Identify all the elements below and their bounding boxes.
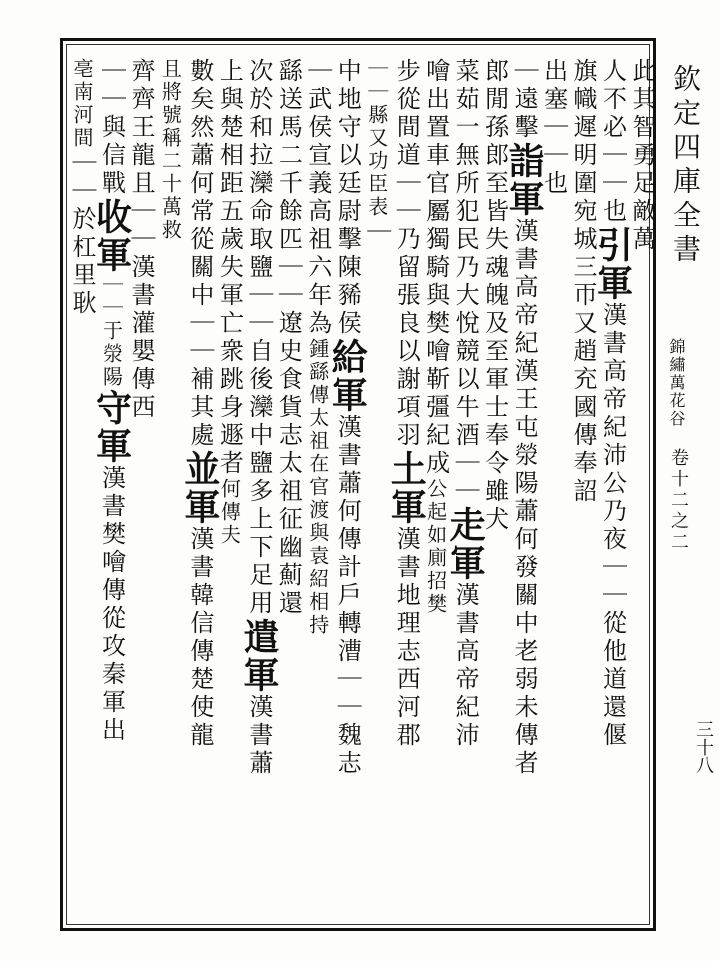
text-column: [591, 58, 634, 920]
body-text: 出塞: [539, 58, 568, 114]
text-column: [178, 58, 221, 920]
headword: 收軍: [90, 198, 133, 274]
annotation-text: 亳南河間: [70, 58, 94, 150]
body-text: 漢書高帝紀沛公乃夜: [598, 302, 627, 554]
body-text: 漢書灌嬰傳西: [126, 254, 155, 422]
body-text: ｜｜: [274, 254, 303, 310]
margin-title: 欽定四庫全書: [669, 64, 702, 268]
body-text: 漢書高帝紀沛: [451, 582, 480, 750]
body-text: 齊齊王龍且: [126, 58, 155, 198]
body-text: ｜｜: [68, 150, 96, 206]
body-text: ｜: [362, 219, 391, 247]
body-text: ｜｜: [126, 198, 155, 254]
body-text: 中地守以廷尉擊陳豨侯: [333, 58, 362, 338]
body-text: 於杠里耿: [68, 206, 96, 318]
headword: 並軍: [178, 450, 221, 526]
body-text: 郎閒孫郎至皆失魂魄及至軍士奉令雖犬: [480, 58, 509, 534]
body-text: 步從間道: [392, 58, 421, 170]
body-text: 人不必: [598, 58, 627, 142]
body-text: ｜武侯宣義高祖六年為: [303, 58, 332, 338]
body-text: ｜｜魏志: [333, 666, 362, 778]
headword: 守軍: [90, 389, 133, 465]
annotation-text: ｜｜于滎陽: [99, 274, 124, 389]
body-text: ｜｜也: [598, 142, 627, 226]
text-column: [479, 58, 511, 920]
body-text: 也: [539, 170, 568, 198]
body-text: 菜茹一無所犯民乃大悅競以牛酒: [451, 58, 480, 450]
body-text: 漢書地理志西河郡: [392, 526, 421, 750]
body-text: ｜｜與信戰: [97, 58, 126, 198]
text-column: [90, 58, 133, 920]
body-text: 繇送馬二千餘匹: [274, 58, 303, 254]
body-text: 數矣然蕭何常從關中: [185, 58, 214, 310]
annotation-text: 何傳夫: [217, 478, 242, 547]
headword: 引軍: [591, 226, 634, 302]
text-column: [326, 58, 369, 920]
headword: 土軍: [385, 450, 428, 526]
text-column: [444, 58, 487, 920]
headword: 詣軍: [503, 142, 546, 218]
body-text: 漢書蕭: [244, 694, 273, 778]
text-column: [154, 58, 186, 920]
body-text: 噲出置車官屬獨騎與樊噲靳彊紀成: [421, 58, 450, 478]
body-text: ｜遠擊: [510, 58, 539, 142]
text-column: [361, 58, 393, 920]
headword: 走軍: [444, 506, 487, 582]
page-number: 三十八: [693, 720, 714, 774]
annotation-text: ｜｜縣又功臣表: [364, 58, 389, 219]
body-text: 漢書樊噲傳從攻秦軍出: [97, 465, 126, 745]
headword: 給軍: [326, 338, 369, 414]
text-column: [626, 58, 658, 920]
margin-book: 錦繡萬花谷: [667, 338, 686, 428]
text-column: [385, 58, 428, 920]
text-column: [66, 58, 98, 920]
annotation-text: 且將號稱二十萬救: [158, 58, 183, 242]
body-text: 漢書蕭何傳計戶轉漕: [333, 414, 362, 666]
text-column: [272, 58, 304, 920]
body-text: ｜｜: [392, 170, 421, 226]
body-text: 自後灤中鹽多上下足用: [244, 338, 273, 618]
body-text: 遼史食貨志太祖征幽薊還: [274, 310, 303, 618]
body-text: 此其智勇足敵萬: [628, 58, 656, 254]
body-text: ｜｜補其處: [185, 310, 214, 450]
text-column: [567, 58, 599, 920]
text-column: [237, 58, 280, 920]
body-text: 次於和拉灤命取鹽: [244, 58, 273, 282]
body-text: 漢書韓信傳楚使龍: [185, 526, 214, 750]
body-text: ｜｜從他道還偃: [598, 554, 627, 750]
body-text: 乃留張良以謝項羽: [392, 226, 421, 450]
body-text: ｜｜: [244, 282, 273, 338]
body-text: 旗幟遲明圍宛城三帀又趙充國傳奉詔: [569, 58, 598, 506]
headword: 遣軍: [237, 618, 280, 694]
margin-strip: [657, 38, 705, 931]
annotation-text: 鍾繇傳太祖在官渡與袁紹相持: [305, 338, 330, 637]
body-text: ｜｜: [451, 450, 480, 506]
body-text: 上與楚相距五歲失軍亡衆跳身遯者: [215, 58, 244, 478]
margin-volume: 卷十二之二: [668, 448, 689, 553]
body-text: 漢書高帝紀漢王屯滎陽蕭何發關中老弱未傳者: [510, 218, 539, 778]
text-column: [125, 58, 157, 920]
text-column: [503, 58, 546, 920]
text-column: [302, 58, 334, 920]
body-text: ｜｜: [539, 114, 568, 170]
annotation-text: 公起如廁招樊: [423, 478, 448, 616]
